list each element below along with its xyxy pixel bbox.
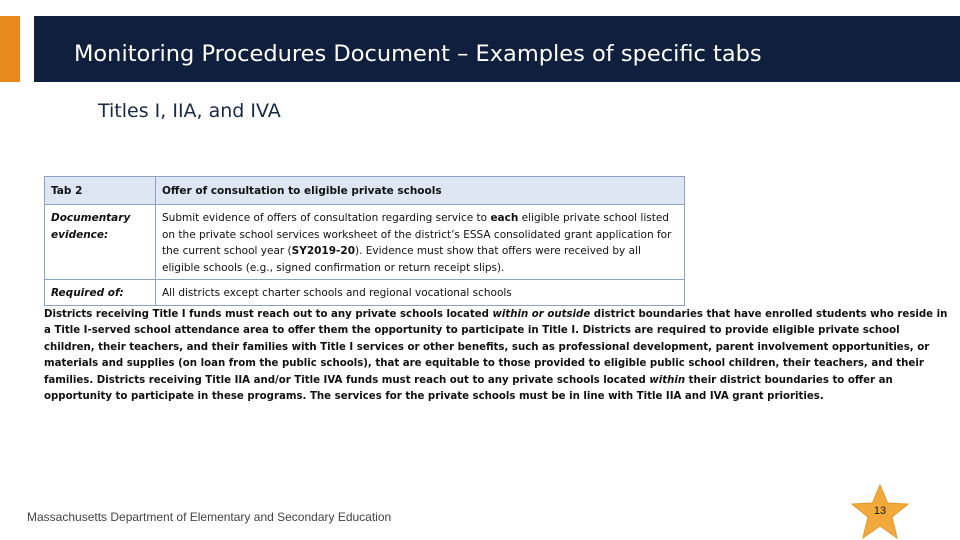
monitoring-tab-table — [44, 176, 685, 306]
tab-label: Tab 2 — [45, 177, 156, 205]
table-header-row — [45, 177, 685, 205]
page-subtitle: Titles I, IIA, and IVA — [98, 100, 281, 122]
body-paragraph: Districts receiving Title I funds must reach out to any private schools located within or outside district boundaries that have enrolled students who reside in a Title I-served school attendance area to offer them the opportunity to participate in Title I. Districts are required to provide eligible private school children, their teachers, and their families with Title I services or other benefits, such as professional development, parent involvement opportunities, or materials and supplies (on loan from the public schools), that are equitable to those provided to eligible public school children, their teachers, and their families. Districts receiving Title IIA and/or Title IVA funds must reach out to any private schools located within their district boundaries to offer an opportunity to participate in these programs. The services for the private schools must be in line with Title IIA and IVA grant priorities. — [44, 309, 948, 403]
required-text: All districts except charter schools and regional vocational schools — [156, 280, 685, 306]
tab-title: Offer of consultation to eligible private schools — [156, 177, 685, 205]
required-row — [45, 280, 685, 306]
required-label: Required of: — [45, 280, 156, 306]
accent-bar — [0, 16, 20, 82]
title-bar — [34, 16, 960, 82]
page-number: 13 — [873, 505, 887, 517]
evidence-row — [45, 205, 685, 280]
evidence-label: Documentary evidence: — [45, 205, 156, 280]
footer-text: Massachusetts Department of Elementary and Secondary Education — [27, 510, 392, 524]
evidence-text: Submit evidence of offers of consultation regarding service to each eligible private school listed on the private school services worksheet of the district’s ESSA consolidated grant application for the current school year (SY2019-20). Evidence must show that offers were received by all eligible schools (e.g., signed confirmation or return receipt slips). — [156, 205, 685, 280]
page-title: Monitoring Procedures Document – Examples of specific tabs — [74, 41, 762, 67]
